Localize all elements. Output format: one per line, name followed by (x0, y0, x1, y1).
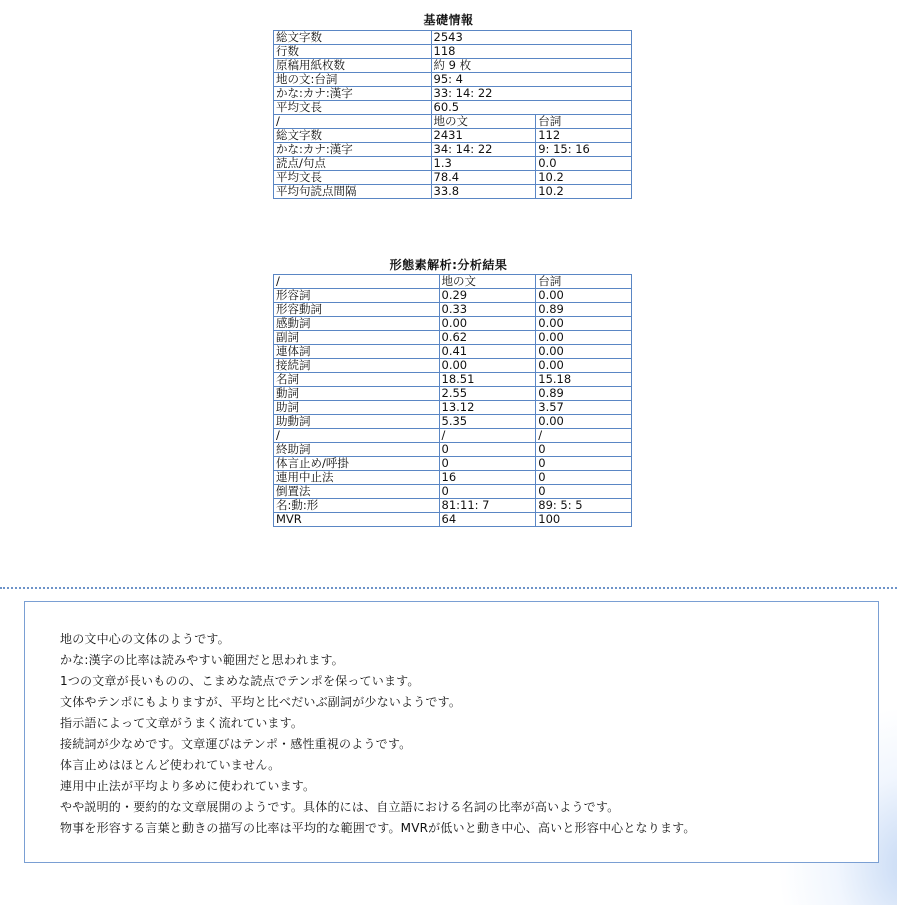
narration-value: 0.00 (439, 317, 536, 331)
dialogue-value: 0.00 (536, 359, 632, 373)
narration-value: 33.8 (431, 185, 536, 199)
row-value: 60.5 (431, 101, 631, 115)
header-dialogue: 台詞 (536, 275, 632, 289)
row-label: 終助詞 (274, 443, 440, 457)
table-row (274, 387, 632, 401)
table-row (274, 73, 632, 87)
row-label: 平均文長 (274, 101, 432, 115)
table-row (274, 157, 632, 171)
comment-line: やや説明的・要約的な文章展開のようです。具体的には、自立語における名詞の比率が高いようです。 (60, 800, 620, 814)
narration-value: 78.4 (431, 171, 536, 185)
morph-analysis-title: 形態素解析:分析結果 (389, 258, 508, 272)
table-row (274, 101, 632, 115)
row-label: かな:カナ:漢字 (274, 143, 432, 157)
row-label: MVR (274, 513, 440, 527)
narration-value: 0.00 (439, 359, 536, 373)
dialogue-value: 0.89 (536, 387, 632, 401)
row-label: / (274, 429, 440, 443)
dialogue-value: 10.2 (536, 185, 632, 199)
row-value: 95: 4 (431, 73, 631, 87)
section-divider (0, 587, 897, 589)
dialogue-value: 0.0 (536, 157, 632, 171)
header-narration: 地の文 (439, 275, 536, 289)
comment-line: 体言止めはほとんど使われていません。 (60, 758, 281, 772)
row-label: 連体詞 (274, 345, 440, 359)
row-label: 接続詞 (274, 359, 440, 373)
narration-value: 0.41 (439, 345, 536, 359)
narration-value: 5.35 (439, 415, 536, 429)
table-row (274, 373, 632, 387)
row-value: 118 (431, 45, 631, 59)
table-row (274, 457, 632, 471)
row-label: 助動詞 (274, 415, 440, 429)
row-value: 33: 14: 22 (431, 87, 631, 101)
table-header-row (274, 115, 632, 129)
narration-value: 16 (439, 471, 536, 485)
table-row (274, 143, 632, 157)
narration-value: 0.33 (439, 303, 536, 317)
comment-line: 指示語によって文章がうまく流れています。 (60, 716, 304, 730)
row-label: 形容動詞 (274, 303, 440, 317)
table-row (274, 331, 632, 345)
table-row (274, 513, 632, 527)
table-row (274, 289, 632, 303)
narration-value: 13.12 (439, 401, 536, 415)
narration-value: 81:11: 7 (439, 499, 536, 513)
basic-info-title: 基礎情報 (423, 13, 474, 27)
narration-value: 34: 14: 22 (431, 143, 536, 157)
row-label: 連用中止法 (274, 471, 440, 485)
table-row (274, 45, 632, 59)
dialogue-value: 0 (536, 485, 632, 499)
table-row (274, 471, 632, 485)
dialogue-value: 0 (536, 443, 632, 457)
row-label: 原稿用紙枚数 (274, 59, 432, 73)
dialogue-value: 0.89 (536, 303, 632, 317)
dialogue-value: 15.18 (536, 373, 632, 387)
comment-line: かな:漢字の比率は読みやすい範囲だと思われます。 (60, 653, 344, 667)
table-row (274, 359, 632, 373)
row-label: 体言止め/呼掛 (274, 457, 440, 471)
table-row (274, 401, 632, 415)
dialogue-value: 0.00 (536, 415, 632, 429)
dialogue-value: 0.00 (536, 345, 632, 359)
row-label: 地の文:台詞 (274, 73, 432, 87)
comment-list (25, 602, 878, 839)
narration-value: 18.51 (439, 373, 536, 387)
analysis-comment-box (24, 601, 879, 863)
row-label: 副詞 (274, 331, 440, 345)
row-label: 感動詞 (274, 317, 440, 331)
header-dialogue: 台詞 (536, 115, 632, 129)
narration-value: 2431 (431, 129, 536, 143)
comment-line: 接続詞が少なめです。文章運びはテンポ・感性重視のようです。 (60, 737, 412, 751)
narration-value: 2.55 (439, 387, 536, 401)
row-label: 助詞 (274, 401, 440, 415)
table-row (274, 303, 632, 317)
table-header-row (274, 275, 632, 289)
dialogue-value: 100 (536, 513, 632, 527)
basic-info-table (273, 30, 632, 199)
table-row (274, 87, 632, 101)
table-row (274, 31, 632, 45)
narration-value: / (439, 429, 536, 443)
table-row (274, 345, 632, 359)
table-row (274, 317, 632, 331)
row-label: かな:カナ:漢字 (274, 87, 432, 101)
narration-value: 0 (439, 485, 536, 499)
row-value: 2543 (431, 31, 631, 45)
row-value: 約 9 枚 (431, 59, 631, 73)
row-label: 総文字数 (274, 31, 432, 45)
header-label: / (274, 115, 432, 129)
table-row (274, 59, 632, 73)
dialogue-value: 3.57 (536, 401, 632, 415)
narration-value: 64 (439, 513, 536, 527)
row-label: 名:動:形 (274, 499, 440, 513)
morph-analysis-table (273, 274, 632, 527)
table-row (274, 485, 632, 499)
dialogue-value: / (536, 429, 632, 443)
narration-value: 0 (439, 443, 536, 457)
comment-line: 連用中止法が平均より多めに使われています。 (60, 779, 316, 793)
narration-value: 0.62 (439, 331, 536, 345)
row-label: 行数 (274, 45, 432, 59)
row-label: 平均文長 (274, 171, 432, 185)
row-label: 読点/句点 (274, 157, 432, 171)
table-row (274, 129, 632, 143)
header-narration: 地の文 (431, 115, 536, 129)
dialogue-value: 0 (536, 471, 632, 485)
dialogue-value: 0.00 (536, 331, 632, 345)
row-label: 形容詞 (274, 289, 440, 303)
narration-value: 1.3 (431, 157, 536, 171)
row-label: 平均句読点間隔 (274, 185, 432, 199)
comment-line: 地の文中心の文体のようです。 (60, 632, 230, 646)
row-label: 動詞 (274, 387, 440, 401)
dialogue-value: 9: 15: 16 (536, 143, 632, 157)
dialogue-value: 112 (536, 129, 632, 143)
header-label: / (274, 275, 440, 289)
table-row (274, 171, 632, 185)
table-row (274, 443, 632, 457)
table-row (274, 499, 632, 513)
table-row (274, 415, 632, 429)
table-row (274, 185, 632, 199)
dialogue-value: 0.00 (536, 289, 632, 303)
narration-value: 0 (439, 457, 536, 471)
table-row (274, 429, 632, 443)
comment-line: 1つの文章が長いものの、こまめな読点でテンポを保っています。 (60, 674, 420, 688)
row-label: 倒置法 (274, 485, 440, 499)
row-label: 総文字数 (274, 129, 432, 143)
narration-value: 0.29 (439, 289, 536, 303)
dialogue-value: 89: 5: 5 (536, 499, 632, 513)
row-label: 名詞 (274, 373, 440, 387)
dialogue-value: 0.00 (536, 317, 632, 331)
comment-line: 文体やテンポにもよりますが、平均と比べだいぶ副詞が少ないようです。 (60, 695, 462, 709)
dialogue-value: 0 (536, 457, 632, 471)
dialogue-value: 10.2 (536, 171, 632, 185)
comment-line: 物事を形容する言葉と動きの描写の比率は平均的な範囲です。MVRが低いと動き中心、高いと形容中心となります。 (60, 821, 696, 835)
